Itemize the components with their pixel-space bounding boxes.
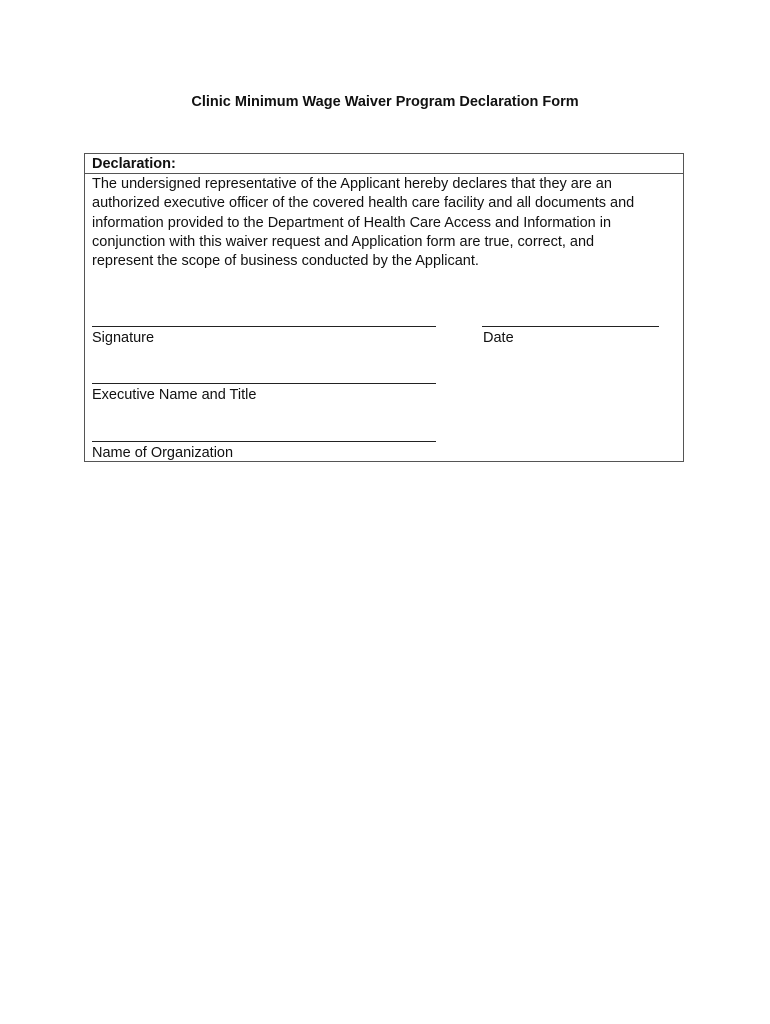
declaration-line: conjunction with this waiver request and Application form are true, correct, and: [92, 233, 595, 250]
declaration-line: information provided to the Department of Health Care Access and Information in: [92, 214, 612, 231]
organization-label: Name of Organization: [92, 445, 234, 461]
declaration-line: authorized executive officer of the covered health care facility and all documents and: [92, 195, 635, 212]
executive-name-label: Executive Name and Title: [92, 387, 257, 403]
declaration-statement: [92, 175, 680, 271]
signature-label: Signature: [92, 330, 155, 346]
date-line[interactable]: [482, 326, 659, 327]
executive-name-line[interactable]: [92, 383, 436, 384]
declaration-line: represent the scope of business conducted by the Applicant.: [92, 253, 479, 270]
declaration-line: The undersigned representative of the Applicant hereby declares that they are an: [92, 176, 612, 192]
signature-line[interactable]: [92, 326, 436, 327]
page-title: Clinic Minimum Wage Waiver Program Declaration Form: [191, 94, 579, 110]
organization-line[interactable]: [92, 441, 436, 442]
declaration-header-row: [85, 154, 683, 174]
declaration-form-box: [84, 153, 684, 462]
declaration-heading: Declaration:: [92, 156, 176, 172]
date-label: Date: [483, 330, 514, 346]
